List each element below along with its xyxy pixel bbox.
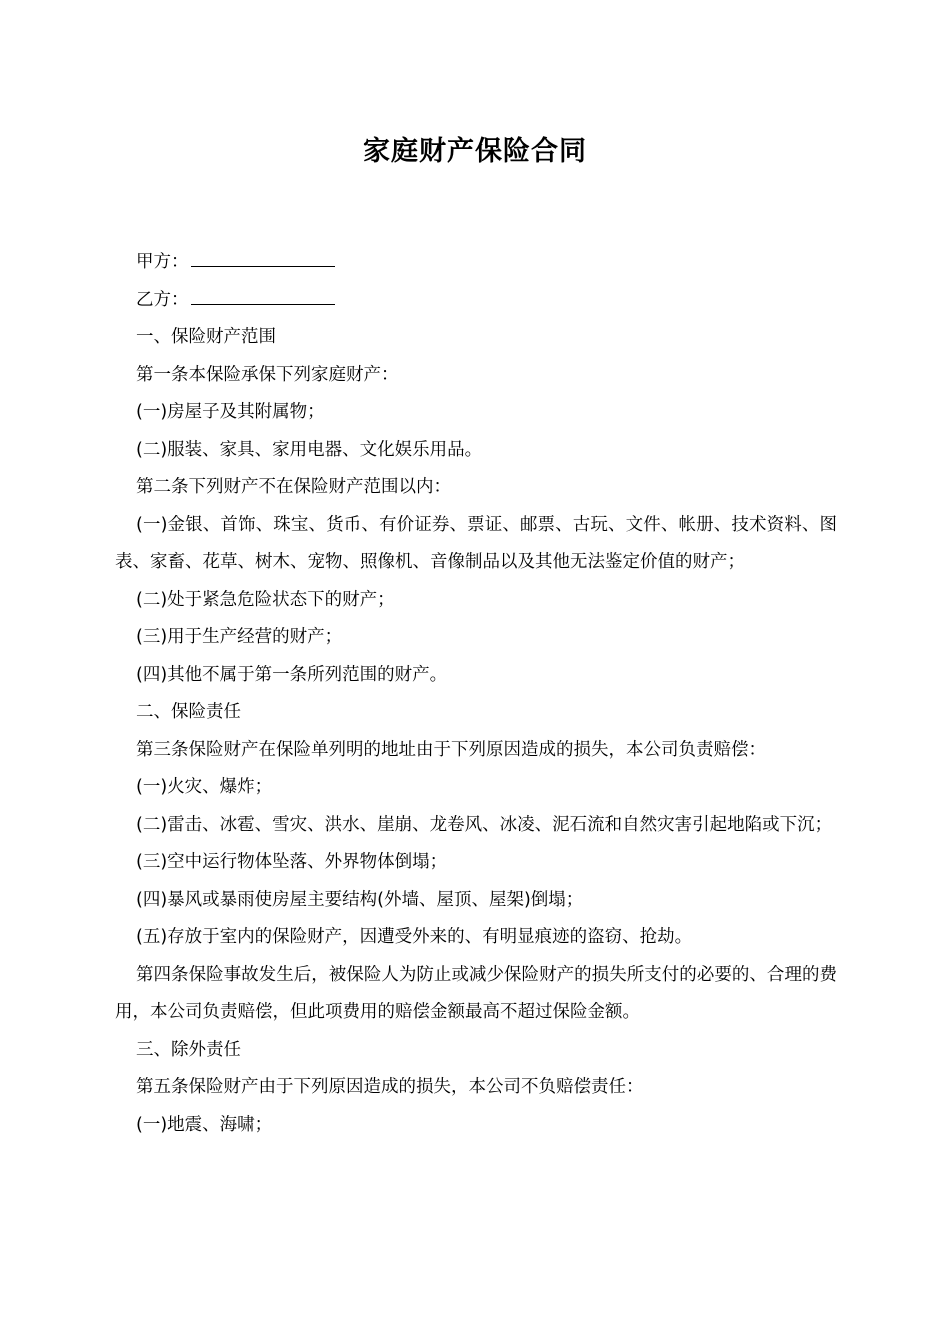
clause-item: (二)雷击、冰雹、雪灾、洪水、崖崩、龙卷风、冰凌、泥石流和自然灾害引起地陷或下沉； (136, 814, 833, 835)
party-b-label: 乙方： (136, 289, 189, 310)
clause-item: (五)存放于室内的保险财产，因遭受外来的、有明显痕迹的盗窃、抢劫。 (136, 927, 693, 947)
clause-paragraph: 第二条下列财产不在保险财产范围以内： (136, 477, 451, 497)
clause-item: (三)用于生产经营的财产； (136, 627, 343, 647)
clause-paragraph: 第四条保险事故发生后，被保险人为防止或减少保险财产的损失所支付的必要的、合理的费用，本公司负责赔偿，但此项费用的赔偿金额最高不超过保险金额。 (115, 964, 837, 1022)
clause-item: (一)房屋子及其附属物； (136, 402, 325, 422)
section-heading: 二、保险责任 (136, 702, 241, 722)
clause-paragraph: 第三条保险财产在保险单列明的地址由于下列原因造成的损失，本公司负责赔偿： (136, 739, 766, 760)
party-b-blank[interactable] (191, 286, 335, 305)
clause-item: (四)其他不属于第一条所列范围的财产。 (136, 664, 448, 685)
clause-item: (四)暴风或暴雨使房屋主要结构(外墙、屋顶、屋架)倒塌； (136, 889, 584, 910)
party-a-label: 甲方： (136, 252, 189, 272)
party-a-line (115, 244, 837, 282)
clause-item: (一)金银、首饰、珠宝、货币、有价证券、票证、邮票、古玩、文件、帐册、技术资料、图表、家畜、花草、树木、宠物、照像机、音像制品以及其他无法鉴定价值的财产； (115, 514, 837, 572)
document-title: 家庭财产保险合同 (363, 136, 587, 167)
section-heading: 一、保险财产范围 (136, 327, 276, 347)
clause-paragraph: 第五条保险财产由于下列原因造成的损失，本公司不负赔偿责任： (136, 1077, 644, 1097)
clause-item: (二)服装、家具、家用电器、文化娱乐用品。 (136, 439, 483, 460)
document-body (115, 244, 837, 1144)
party-b-line (115, 282, 837, 320)
clause-item: (三)空中运行物体坠落、外界物体倒塌； (136, 852, 448, 872)
clause-item: (一)地震、海啸； (136, 1114, 273, 1135)
party-a-blank[interactable] (191, 248, 335, 267)
clause-item: (一)火灾、爆炸； (136, 777, 273, 797)
section-heading: 三、除外责任 (136, 1039, 241, 1060)
clause-item: (二)处于紧急危险状态下的财产； (136, 589, 395, 610)
clause-paragraph: 第一条本保险承保下列家庭财产： (136, 364, 399, 385)
